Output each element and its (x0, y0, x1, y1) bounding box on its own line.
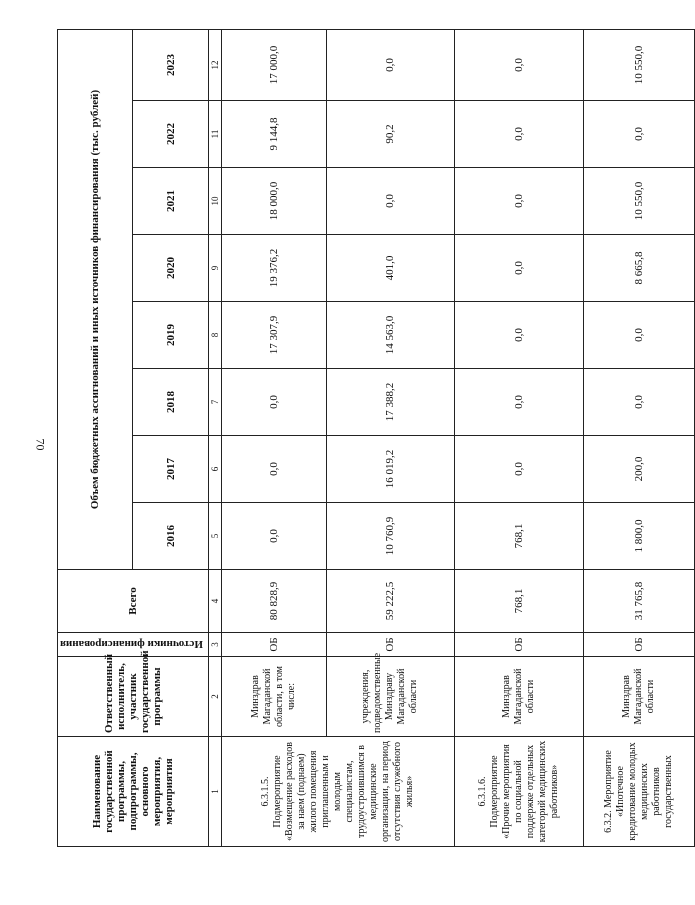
row-value: 0,0 (454, 436, 583, 503)
row-value: 0,0 (326, 168, 454, 235)
row-value: 10 550,0 (583, 168, 694, 235)
index-cell: 12 (208, 29, 221, 100)
row-value: 0,0 (454, 29, 583, 100)
row-value: 0,0 (583, 101, 694, 168)
row-value: 401,0 (326, 235, 454, 302)
index-cell: 8 (208, 302, 221, 369)
row-value: 17 307,9 (221, 302, 326, 369)
row-value: 10 550,0 (583, 29, 694, 100)
index-cell: 5 (208, 503, 221, 570)
header-year: 2021 (133, 168, 209, 235)
rotated-table-wrapper (57, 30, 674, 847)
table-row (454, 29, 583, 846)
header-year: 2018 (133, 369, 209, 436)
row-value: 17 000,0 (221, 29, 326, 100)
table-row (326, 29, 454, 846)
header-year: 2022 (133, 101, 209, 168)
row-value: 1 800,0 (583, 503, 694, 570)
header-year: 2016 (133, 503, 209, 570)
index-cell: 7 (208, 369, 221, 436)
row-value: 8 665,8 (583, 235, 694, 302)
row-value: 0,0 (326, 29, 454, 100)
index-cell: 2 (208, 657, 221, 737)
row-value: 10 760,9 (326, 503, 454, 570)
row-value: 18 000,0 (221, 168, 326, 235)
header-year: 2020 (133, 235, 209, 302)
index-cell: 1 (208, 737, 221, 847)
row-total: 80 828,9 (221, 570, 326, 633)
row-executor: учреждения, подведомственные Минздраву Магаданской области (326, 657, 454, 737)
row-value: 17 388,2 (326, 369, 454, 436)
row-executor: Минздрав Магаданской области, в том числе: (221, 657, 326, 737)
row-value: 200,0 (583, 436, 694, 503)
header-program-name: Наименование государственной программы, подпрограммы, основного мероприятия, мероприятия (58, 737, 209, 847)
row-value: 16 019,2 (326, 436, 454, 503)
row-value: 0,0 (221, 436, 326, 503)
header-year: 2017 (133, 436, 209, 503)
row-value: 0,0 (583, 302, 694, 369)
header-year: 2023 (133, 29, 209, 100)
header-funding-group: Объем бюджетных ассигнований и иных источников финансирования (тыс. рублей) (58, 29, 133, 569)
row-name-6-3-1-6: 6.3.1.6. Подмероприятие «Прочие мероприятия по социальной поддержке отдельных категорий медицинских работников» (454, 737, 583, 847)
table-row (583, 29, 694, 846)
row-value: 0,0 (454, 235, 583, 302)
header-funding-source-text: Источники финансирования (60, 638, 203, 651)
index-row (208, 29, 221, 846)
row-executor: Минздрав Магаданской области (454, 657, 583, 737)
index-cell: 3 (208, 633, 221, 657)
row-source: ОБ (454, 633, 583, 657)
row-value: 0,0 (454, 101, 583, 168)
row-value: 19 376,2 (221, 235, 326, 302)
row-value: 14 563,0 (326, 302, 454, 369)
row-value: 0,0 (454, 168, 583, 235)
row-value: 0,0 (221, 503, 326, 570)
row-source: ОБ (326, 633, 454, 657)
row-value: 9 144,8 (221, 101, 326, 168)
page-number: 70 (33, 438, 48, 451)
index-cell: 11 (208, 101, 221, 168)
header-row-1 (58, 29, 133, 846)
row-value: 0,0 (454, 302, 583, 369)
row-value: 0,0 (454, 369, 583, 436)
row-name-6-3-1-5: 6.3.1.5. Подмероприятие «Возмещение расходов за наем (поднаем) жилого помещения приглашенным и молодым специалистам, трудоустроившимся в медицинские организации, на период отсутствия служебного жилья» (221, 737, 454, 847)
row-source: ОБ (583, 633, 694, 657)
budget-table (57, 29, 695, 847)
index-cell: 10 (208, 168, 221, 235)
index-cell: 6 (208, 436, 221, 503)
row-total: 59 222,5 (326, 570, 454, 633)
row-total: 768,1 (454, 570, 583, 633)
row-source: ОБ (221, 633, 326, 657)
row-value: 0,0 (221, 369, 326, 436)
index-cell: 4 (208, 570, 221, 633)
row-value: 0,0 (583, 369, 694, 436)
row-total: 31 765,8 (583, 570, 694, 633)
table-row (221, 29, 326, 846)
header-executor: Ответственный исполнитель, участник государственной программы (58, 657, 209, 737)
header-funding-source (58, 633, 209, 657)
row-executor: Минздрав Магаданской области (583, 657, 694, 737)
header-total: Всего (58, 570, 209, 633)
index-cell: 9 (208, 235, 221, 302)
header-year: 2019 (133, 302, 209, 369)
row-value: 90,2 (326, 101, 454, 168)
row-value: 768,1 (454, 503, 583, 570)
row-name-6-3-2: 6.3.2. Мероприятие «Ипотечное кредитование молодых медицинских работников государственных (583, 737, 694, 847)
